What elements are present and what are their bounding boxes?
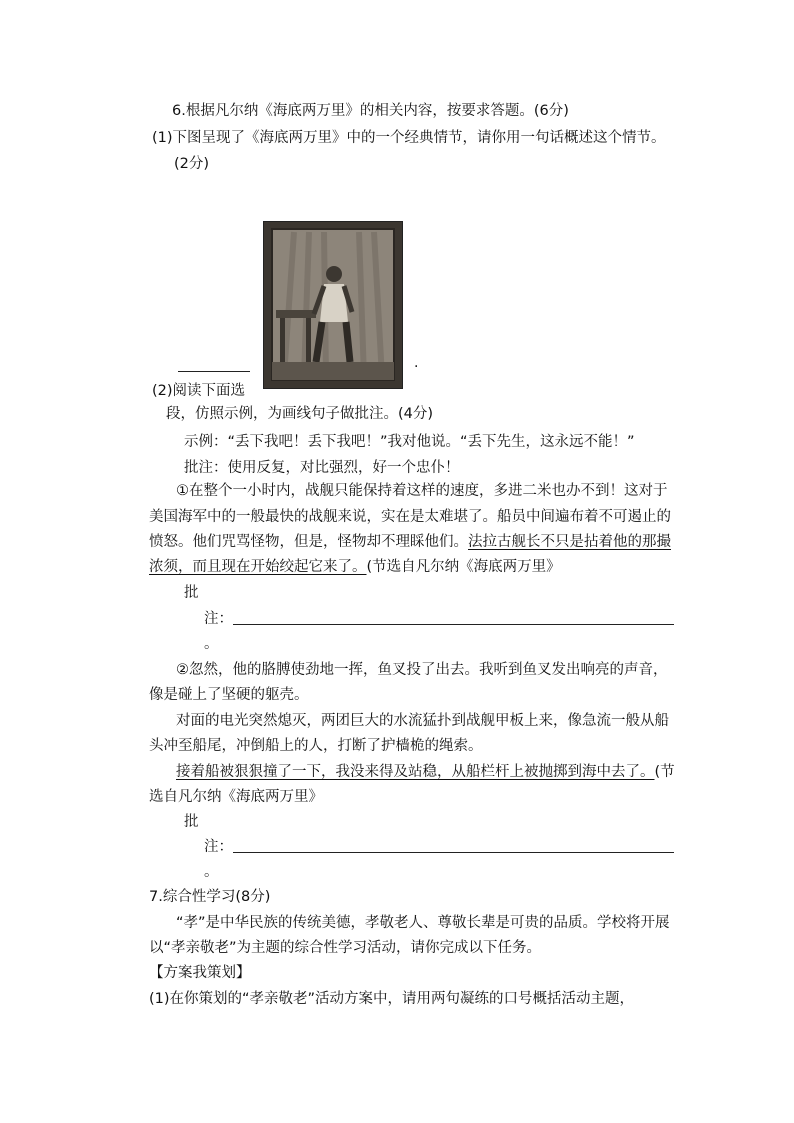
table-leg [306, 318, 311, 362]
engraving-floor [272, 362, 394, 380]
annotation-2-char: 批 [184, 814, 199, 830]
question-7-intro-1: “孝”是中华民族的传统美德，孝敬老人、尊敬长辈是可贵的品质。学校将开展 [176, 915, 670, 931]
table-leg [280, 318, 285, 362]
passage-2-line-3: 对面的电光突然熄灭，两团巨大的水流猛扑到战舰甲板上来，像急流一般从船 [176, 713, 669, 729]
question-6-title: 6.根据凡尔纳《海底两万里》的相关内容，按要求答题。(6分) [172, 103, 569, 119]
question-6-part1: (1)下图呈现了《海底两万里》中的一个经典情节，请你用一句话概述这个情节。 [152, 130, 666, 146]
underlined-sentence-1-cont: 浓须，而且现在开始绞起它来了。 [149, 559, 367, 575]
passage-2-line-5 [176, 762, 675, 782]
passage-2-line-1: ②忽然，他的胳膊使劲地一挥，鱼叉投了出去。我听到鱼叉发出响亮的声音， [176, 662, 668, 678]
annotation-2-label: 注： [204, 839, 233, 855]
annotation-2-end: 。 [204, 864, 219, 880]
illustration-engraving [264, 222, 402, 388]
passage-2-line-4: 头冲至船尾，冲倒船上的人，打断了护樯桅的绳索。 [149, 738, 483, 754]
story-illustration [263, 221, 403, 389]
question-6-part1-score: (2分) [174, 156, 210, 172]
passage-2-line-6: 选自凡尔纳《海底两万里》 [149, 789, 323, 805]
annotation-1-end: 。 [204, 636, 219, 652]
underlined-sentence-2: 接着船被狠狠撞了一下，我没来得及站稳，从船栏杆上被抛掷到海中去了。 [176, 764, 655, 780]
example-sentence: 示例：“丢下我吧！丢下我吧！”我对他说。“丢下先生，这永远不能！” [184, 434, 635, 450]
annotation-2-input-line[interactable] [233, 852, 674, 853]
question-7-task-1: (1)在你策划的“孝亲敬老”活动方案中，请用两句凝练的口号概括活动主题， [149, 991, 635, 1007]
passage-2-source-start: (节 [654, 764, 675, 780]
example-annotation: 批注：使用反复，对比强烈，好一个忠仆！ [184, 460, 460, 476]
underlined-sentence-1: 法拉古舰长不只是拈着他的那撮 [468, 534, 671, 550]
passage-1-text: 愤怒。他们咒骂怪物，但是，怪物却不理睬他们。 [149, 534, 468, 550]
passage-1-line-2: 美国海军中的一般最快的战舰来说，实在是太难堪了。船员中间遍布着不可遏止的 [149, 509, 671, 525]
annotation-1-char: 批 [184, 585, 199, 601]
passage-1-source: (节选自凡尔纳《海底两万里》 [366, 559, 561, 575]
passage-2-line-2: 像是碰上了坚硬的躯壳。 [149, 687, 309, 703]
passage-1-line-4 [149, 557, 561, 577]
question-7-intro-2: 以“孝亲敬老”为主题的综合性学习活动，请你完成以下任务。 [149, 940, 542, 956]
question-6-part2-instruction: 段，仿照示例，为画线句子做批注。(4分) [166, 406, 434, 422]
passage-1-line-1: ①在整个一小时内，战舰只能保持着这样的速度，多进二米也办不到！这对于 [176, 483, 668, 499]
question-6-part2-label: (2)阅读下面选 [152, 383, 246, 399]
section-heading-plan: 【方案我策划】 [149, 965, 251, 981]
annotation-1-label: 注： [204, 611, 233, 627]
annotation-1-input-line[interactable] [233, 624, 674, 625]
table-top [276, 310, 316, 318]
passage-1-line-3 [149, 532, 671, 552]
answer-blank-line[interactable] [178, 371, 250, 372]
question-7-title: 7.综合性学习(8分) [149, 889, 271, 905]
figure-head [326, 266, 342, 282]
caption-dot: . [414, 355, 419, 371]
